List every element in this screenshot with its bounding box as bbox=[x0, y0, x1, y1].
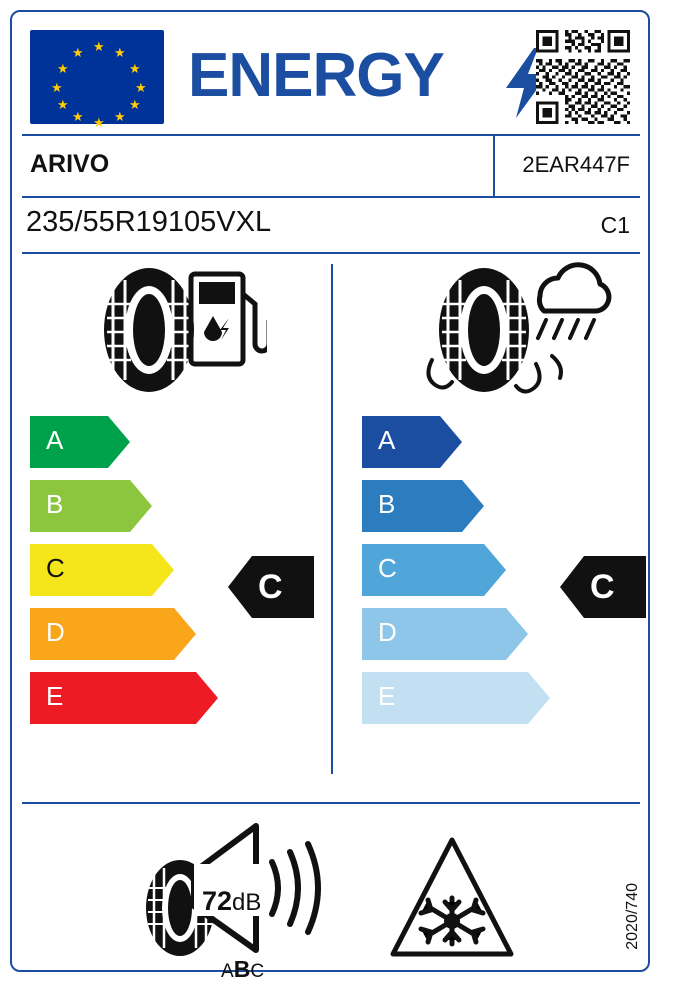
noise-db-number: 72 bbox=[202, 886, 233, 916]
wet-grade-bar-a bbox=[362, 416, 462, 468]
fuel-grade-scale bbox=[30, 416, 260, 736]
energy-label-card bbox=[10, 10, 650, 982]
brand-cell-divider bbox=[493, 136, 495, 196]
type-code: 2EAR447F bbox=[522, 152, 630, 177]
grade-letter: A bbox=[378, 425, 396, 455]
brand-row bbox=[12, 136, 648, 196]
eu-flag-icon: ★ ★ ★ ★ ★ ★ ★ ★ ★ ★ ★ ★ bbox=[30, 30, 164, 124]
tyre-fuel-pictogram bbox=[87, 260, 267, 400]
divider-bottom bbox=[22, 802, 640, 804]
noise-db-unit: dB bbox=[232, 889, 262, 916]
fuel-rating-badge bbox=[228, 556, 314, 618]
grade-letter: B bbox=[378, 489, 396, 519]
wet-grip-rating-badge bbox=[560, 556, 646, 618]
grade-row bbox=[362, 416, 592, 468]
divider-size bbox=[22, 252, 640, 254]
tyre-wet-grip-pictogram bbox=[412, 260, 612, 405]
noise-class-selected: B bbox=[233, 956, 251, 982]
noise-class-scale bbox=[221, 956, 264, 983]
qr-code bbox=[536, 30, 630, 124]
grade-letter: C bbox=[46, 553, 65, 583]
tyre-class: C1 bbox=[600, 212, 630, 238]
grade-row bbox=[362, 608, 592, 660]
grade-row bbox=[362, 672, 592, 724]
grade-letter: E bbox=[378, 681, 396, 711]
size-row bbox=[12, 198, 648, 252]
grade-letter: E bbox=[46, 681, 64, 711]
label-header bbox=[12, 12, 648, 134]
page-title: ENERGY bbox=[188, 41, 444, 110]
noise-value bbox=[202, 886, 261, 917]
grade-row bbox=[362, 480, 592, 532]
grade-bar-a bbox=[30, 416, 130, 468]
snowflake-mountain-icon bbox=[387, 832, 517, 962]
noise-class-a: A bbox=[221, 961, 234, 982]
label-date: 2020/740 bbox=[624, 883, 641, 950]
grade-letter: D bbox=[46, 617, 65, 647]
grade-row bbox=[30, 544, 260, 596]
wet-grip-grade-scale bbox=[362, 416, 592, 736]
grade-letter: A bbox=[46, 425, 64, 455]
brand-name: ARIVO bbox=[30, 150, 110, 178]
grade-row bbox=[30, 672, 260, 724]
grade-row bbox=[30, 608, 260, 660]
grade-row bbox=[362, 544, 592, 596]
grade-row bbox=[30, 480, 260, 532]
tyre-size: 235/55R19105VXL bbox=[26, 206, 272, 238]
fuel-rating-letter: C bbox=[258, 568, 283, 606]
grade-letter: C bbox=[378, 553, 397, 583]
wet-rating-letter: C bbox=[590, 568, 615, 606]
grade-letter: B bbox=[46, 489, 64, 519]
grade-letter: D bbox=[378, 617, 397, 647]
noise-class-c: C bbox=[250, 961, 265, 982]
panel-divider bbox=[331, 264, 333, 774]
grade-row bbox=[30, 416, 260, 468]
